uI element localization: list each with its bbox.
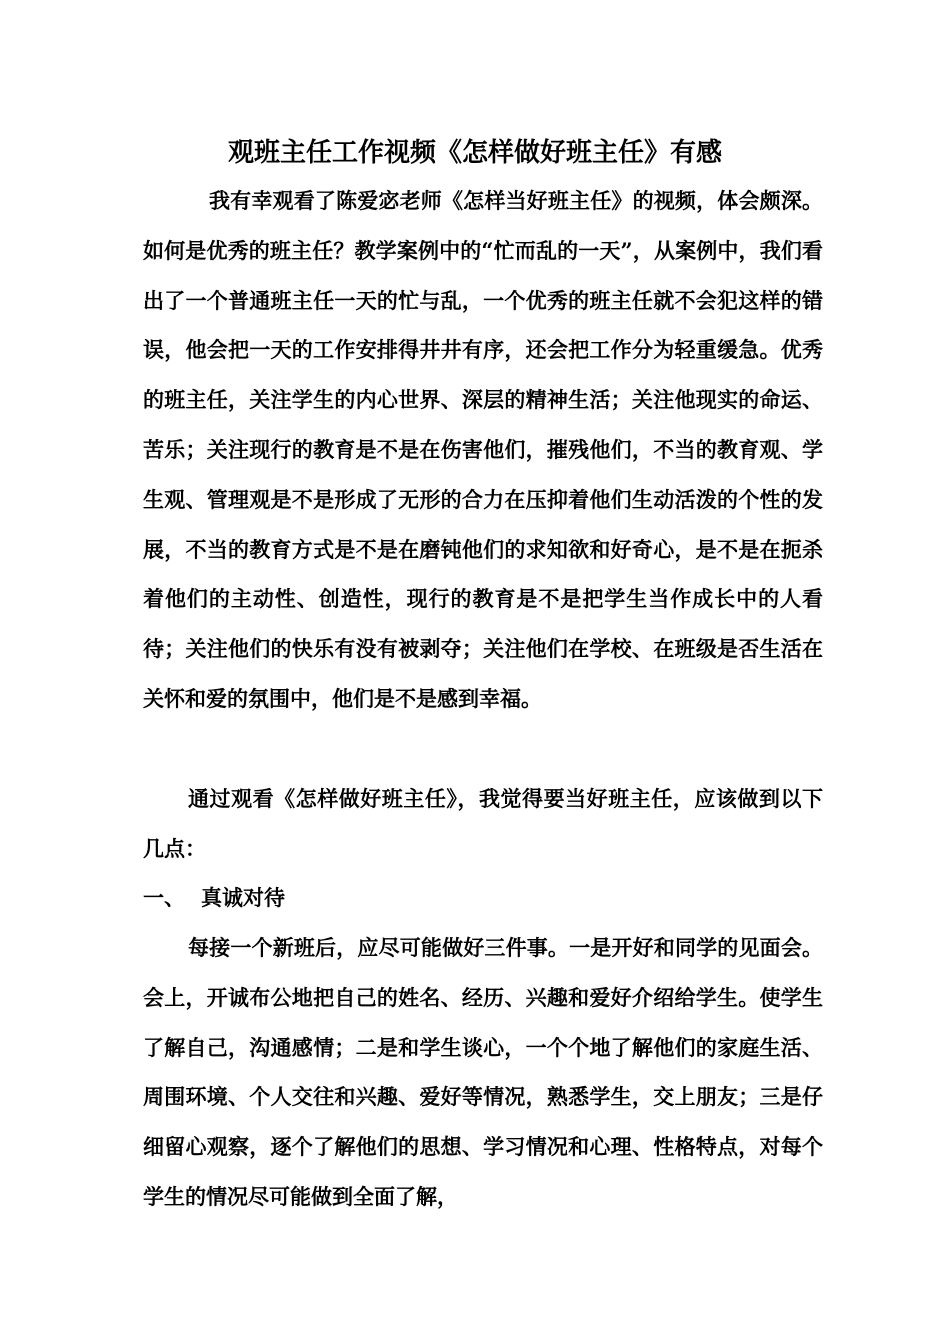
paragraph-3: 每接一个新班后，应尽可能做好三件事。一是开好和同学的见面会。会上，开诚布公地把自己的姓名、经历、兴趣和爱好介绍给学生。使学生了解自己，沟通感情；二是和学生谈心，一个个地了解他们的家庭生活、周围环境、个人交往和兴趣、爱好等情况，熟悉学生，交上朋友；三是仔细留心观察，逐个了解他们的思想、学习情况和心理、性格特点，对每个学生的情况尽可能做到全面了解， — [143, 935, 823, 1209]
section-heading-1 — [143, 873, 285, 923]
section-number: 一、 — [143, 885, 185, 910]
section-title: 真诚对待 — [201, 885, 285, 910]
paragraph-2: 通过观看《怎样做好班主任》，我觉得要当好班主任，应该做到以下几点： — [143, 786, 823, 861]
paragraph-1 — [143, 176, 823, 724]
paragraph-1-text: 我有幸观看了陈爱宓老师《怎样当好班主任》的视频，体会颇深。如何是优秀的班主任？教学案例中的“忙而乱的一天”，从案例中，我们看出了一个普通班主任一天的忙与乱，一个优秀的班主任就不会犯这样的错误，他会把一天的工作安排得井井有序，还会把工作分为轻重缓急。优秀的班主任，关注学生的内心世界、深层的精神生活；关注他现实的命运、苦乐；关注现行的教育是不是在伤害他们，摧残他们，不当的教育观、学生观、管理观是不是形成了无形的合力在压抑着他们生动活泼的个性的发展，不当的教育方式是不是在磨钝他们的求知欲和好奇心，是不是在扼杀着他们的主动性、创造性，现行的教育是不是把学生当作成长中的人看待；关注他们的快乐有没有被剥夺；关注他们在学校、在班级是否生活在关怀和爱的氛围中，他们是不是感到幸福。 — [143, 188, 823, 711]
document-title: 观班主任工作视频《怎样做好班主任》有感 — [227, 138, 722, 168]
